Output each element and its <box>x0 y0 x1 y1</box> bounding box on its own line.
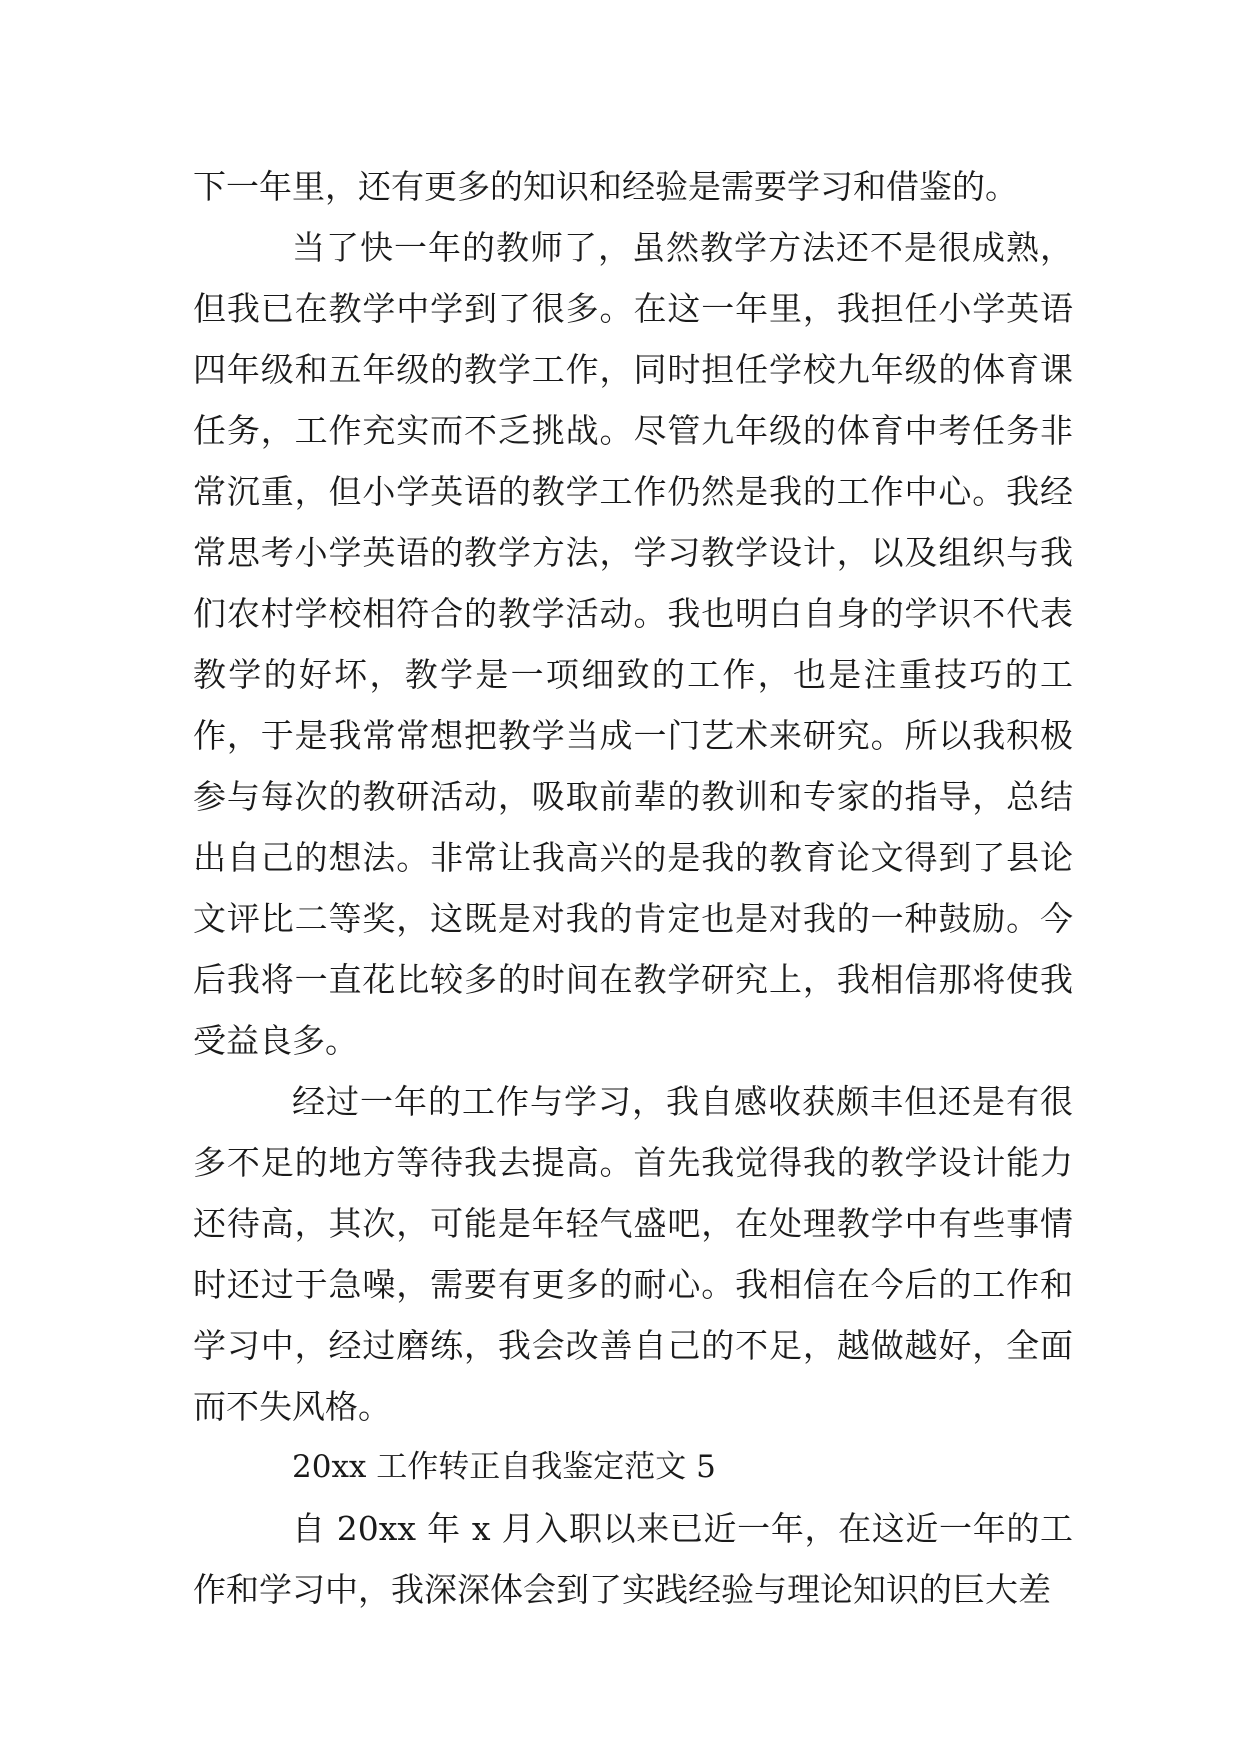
paragraph-self-assessment: 经过一年的工作与学习，我自感收获颇丰但还是有很多不足的地方等待我去提高。首先我觉得我的教学设计能力还待高，其次，可能是年轻气盛吧，在处理教学中有些事情时还过于急噪，需要有更多的耐心。我相信在今后的工作和学习中，经过磨练，我会改善自己的不足，越做越好，全面而不失风格。 <box>193 1082 1073 1426</box>
paragraph-section-intro: 自 20xx 年 x 月入职以来已近一年，在这近一年的工作和学习中，我深深体会到了实践经验与理论知识的巨大差 <box>193 1509 1073 1609</box>
paragraph-teaching-experience: 当了快一年的教师了，虽然教学方法还不是很成熟，但我已在教学中学到了很多。在这一年里，我担任小学英语四年级和五年级的教学工作，同时担任学校九年级的体育课任务，工作充实而不乏挑战。尽管九年级的体育中考任务非常沉重，但小学英语的教学工作仍然是我的工作中心。我经常思考小学英语的教学方法，学习教学设计，以及组织与我们农村学校相符合的教学活动。我也明白自身的学识不代表教学的好坏，教学是一项细致的工作，也是注重技巧的工作，于是我常常想把教学当成一门艺术来研究。所以我积极参与每次的教研活动，吸取前辈的教训和专家的指导，总结出自己的想法。非常让我高兴的是我的教育论文得到了县论文评比二等奖，这既是对我的肯定也是对我的一种鼓励。今后我将一直花比较多的时间在教学研究上，我相信那将使我受益良多。 <box>193 228 1073 1060</box>
paragraph-continuation: 下一年里，还有更多的知识和经验是需要学习和借鉴的。 <box>193 167 1018 206</box>
document-body <box>193 156 1073 1620</box>
section-heading: 20xx 工作转正自我鉴定范文 5 <box>292 1449 716 1485</box>
